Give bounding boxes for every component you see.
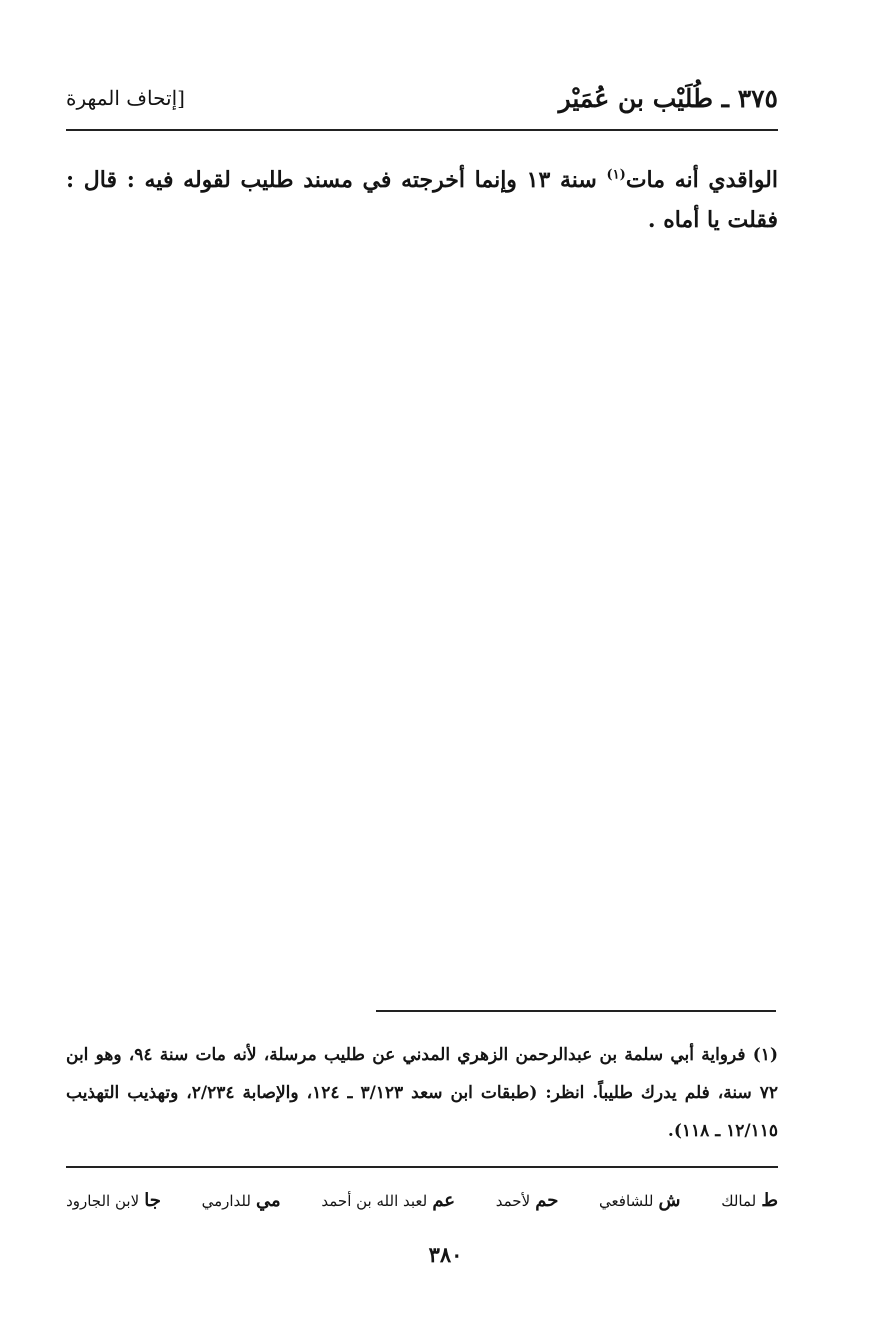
footnote-marker: (١) xyxy=(606,167,626,183)
footnote-separator xyxy=(376,1010,776,1012)
sources-rule xyxy=(66,1166,778,1168)
source-name: لمالك xyxy=(721,1191,757,1210)
source-code: حم xyxy=(535,1189,559,1211)
page-header xyxy=(66,84,778,120)
source-code: مي xyxy=(256,1189,281,1211)
footnote: (١) فرواية أبي سلمة بن عبدالرحمن الزهري المدني عن طليب مرسلة، لأنه مات سنة ٩٤، وهو ابن ٧٢ سنة، فلم يدرك طليباً. انظر: (طبقات ابن سعد ٣/١٢٣ ـ ١٢٤، والإصابة ٢/٢٣٤، وتهذيب التهذيب ١٢/١١٥ ـ ١١٨). xyxy=(66,1045,778,1141)
header-rule xyxy=(66,129,778,131)
source-key-item xyxy=(202,1190,281,1211)
source-code: ش xyxy=(658,1189,681,1211)
source-code: عم xyxy=(432,1189,456,1211)
source-name: للدارمي xyxy=(201,1191,251,1210)
source-name: لعبد الله بن أحمد xyxy=(321,1191,428,1210)
main-text-rest: سنة ١٣ وإنما أخرجته في مسند طليب لقوله فيه : قال : فقلت يا أماه . xyxy=(66,167,778,233)
book-title: [إتحاف المهرة xyxy=(66,86,185,110)
source-key-item xyxy=(321,1190,455,1211)
source-name: لأحمد xyxy=(495,1191,531,1210)
entry-title: ٣٧٥ ـ طُلَيْب بن عُمَيْر xyxy=(558,84,778,113)
source-name: للشافعي xyxy=(599,1191,654,1210)
source-key-item xyxy=(66,1190,161,1211)
source-key-item xyxy=(599,1190,680,1211)
source-code: ط xyxy=(761,1189,778,1211)
source-key-item xyxy=(496,1190,559,1211)
sources-key xyxy=(66,1182,778,1218)
source-name: لابن الجارود xyxy=(66,1191,140,1210)
main-text-start: الواقدي أنه مات xyxy=(625,167,778,193)
main-text xyxy=(66,160,778,240)
page-number: ٣٨٠ xyxy=(428,1242,463,1267)
source-key-item xyxy=(721,1190,778,1211)
source-code: جا xyxy=(144,1189,161,1211)
